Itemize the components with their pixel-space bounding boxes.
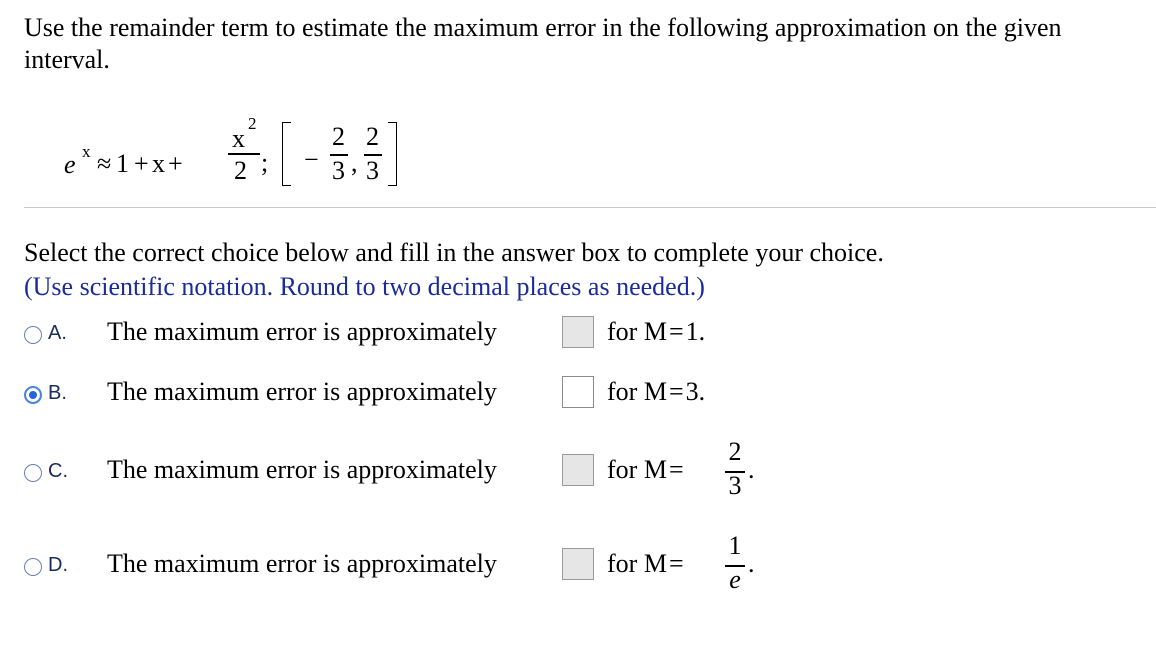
choice-c-radio[interactable] bbox=[24, 464, 42, 482]
choice-a-radio[interactable] bbox=[24, 326, 42, 344]
choice-d[interactable] bbox=[24, 531, 924, 594]
eq-frac-numerator-exp: 2 bbox=[248, 114, 257, 133]
eq-plus-1: + bbox=[134, 149, 149, 178]
instruction-text: Select the correct choice below and fill in the answer box to complete your choice. bbox=[24, 238, 884, 267]
choice-c-m-numerator: 2 bbox=[728, 437, 742, 466]
eq-interval-minus: − bbox=[304, 145, 319, 174]
choice-a-answer-box[interactable] bbox=[562, 316, 594, 348]
choice-b-text: The maximum error is approximately bbox=[107, 377, 497, 406]
choice-b[interactable] bbox=[24, 376, 924, 416]
choice-d-period: . bbox=[748, 549, 755, 578]
choice-d-text: The maximum error is approximately bbox=[107, 549, 497, 578]
choice-a-m-value: for M=1. bbox=[607, 317, 706, 346]
interval-left-bracket bbox=[282, 122, 291, 186]
choice-b-answer-box[interactable] bbox=[562, 376, 594, 408]
approximation-equation bbox=[64, 112, 464, 204]
choice-d-letter: D. bbox=[48, 554, 68, 576]
eq-frac-numerator-x: x bbox=[232, 124, 245, 153]
choice-a[interactable] bbox=[24, 316, 924, 356]
choice-b-radio[interactable] bbox=[24, 386, 42, 404]
choice-c-period: . bbox=[748, 455, 755, 484]
choice-b-m-value: for M=3. bbox=[607, 377, 706, 406]
eq-frac-bar bbox=[228, 153, 260, 155]
eq-x-exponent: x bbox=[82, 142, 91, 161]
eq-x: x bbox=[152, 149, 165, 178]
eq-right-endpoint-numerator: 2 bbox=[366, 122, 379, 151]
choice-d-m-denominator: e bbox=[729, 565, 741, 594]
choice-c[interactable] bbox=[24, 437, 924, 500]
choice-d-radio[interactable] bbox=[24, 558, 42, 576]
interval-right-bracket bbox=[388, 122, 397, 186]
eq-frac-denominator: 2 bbox=[234, 156, 247, 185]
choice-c-text: The maximum error is approximately bbox=[107, 455, 497, 484]
choice-c-answer-box[interactable] bbox=[562, 454, 594, 486]
choice-b-letter: B. bbox=[48, 382, 67, 404]
eq-e: e bbox=[64, 150, 76, 179]
choice-c-letter: C. bbox=[48, 460, 68, 482]
choice-d-answer-box[interactable] bbox=[562, 548, 594, 580]
choice-c-m-denominator: 3 bbox=[728, 471, 742, 500]
eq-right-endpoint-denominator: 3 bbox=[366, 156, 379, 185]
choice-a-text: The maximum error is approximately bbox=[107, 317, 497, 346]
choice-d-m-numerator: 1 bbox=[728, 531, 742, 560]
eq-left-endpoint-numerator: 2 bbox=[332, 122, 345, 151]
choice-a-letter: A. bbox=[48, 322, 67, 344]
hint-text: (Use scientific notation. Round to two decimal places as needed.) bbox=[24, 272, 705, 301]
eq-interval-comma: , bbox=[351, 148, 358, 177]
eq-approx-sign: ≈ bbox=[97, 149, 112, 178]
eq-semicolon: ; bbox=[261, 148, 269, 177]
eq-one: 1 bbox=[116, 149, 129, 178]
eq-plus-2: + bbox=[168, 149, 183, 178]
question-text: Use the remainder term to estimate the maximum error in the following approximation on the given interval. bbox=[24, 13, 1062, 74]
eq-left-endpoint-denominator: 3 bbox=[332, 156, 345, 185]
choice-d-for-m: for M= bbox=[607, 549, 684, 578]
section-divider bbox=[24, 207, 1156, 208]
choice-c-for-m: for M= bbox=[607, 455, 684, 484]
